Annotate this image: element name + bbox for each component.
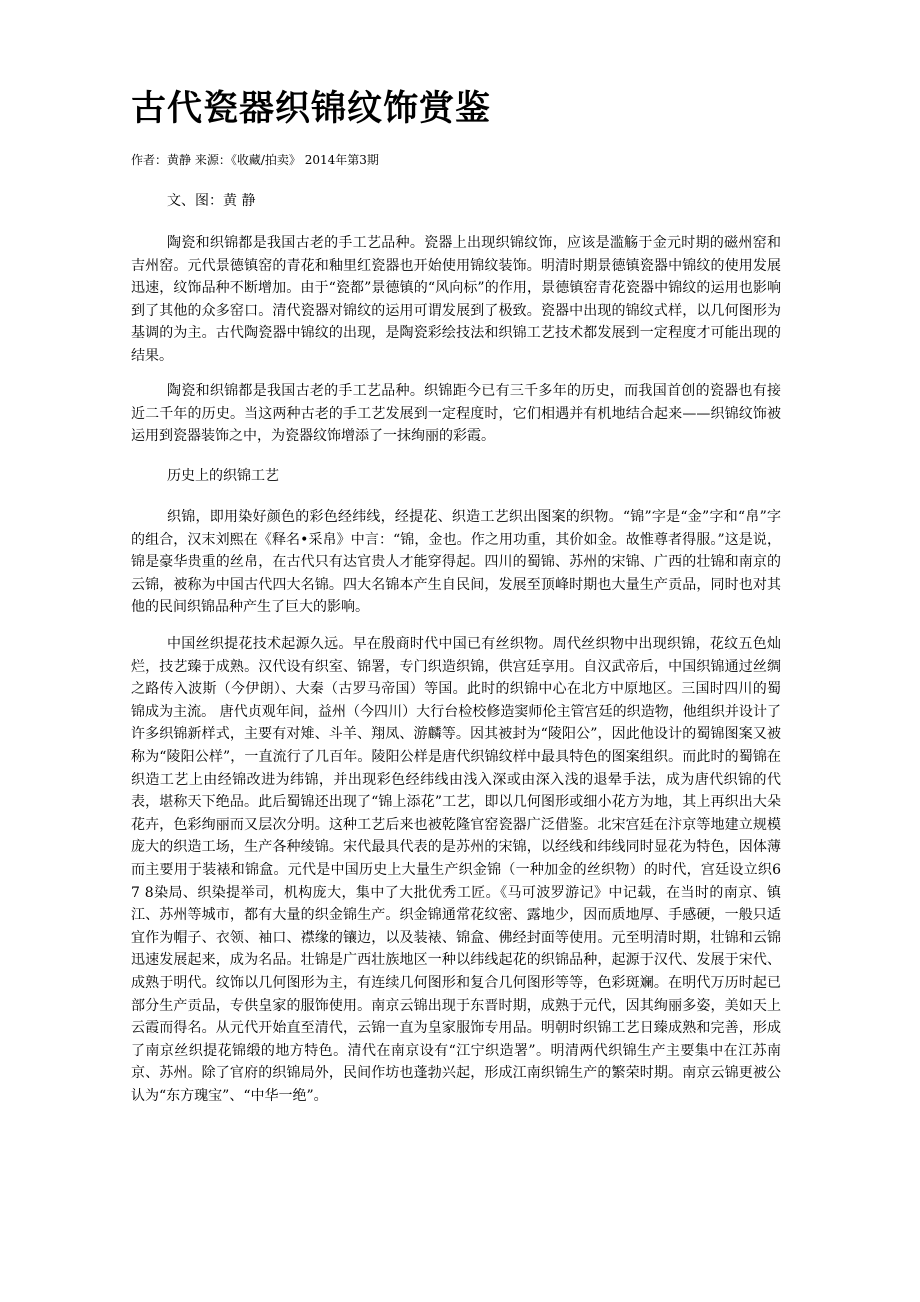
issue: 2014年第3期	[304, 153, 379, 167]
article-meta	[131, 152, 379, 168]
source-name: 《收藏/拍卖》	[230, 153, 301, 167]
paragraph-4: 中国丝织提花技术起源久远。早在殷商时代中国已有丝织物。周代丝织物中出现织锦，花纹五色灿烂，技艺臻于成熟。汉代设有织室、锦署，专门织造织锦，供宫廷享用。自汉武帝后，中国织锦通过丝绸之路传入波斯（今伊朗）、大秦（古罗马帝国）等国。此时的织锦中心在北方中原地区。三国时四川的蜀锦成为主流。 唐代贞观年间，益州（今四川）大行台检校修造窦师伦主管宫廷的织造物，他组织并设计了许多织锦新样式，主要有对雉、斗羊、翔凤、游麟等。因其被封为“陵阳公”，因此他设计的蜀锦图案又被称为“陵阳公样”，一直流行了几百年。陵阳公样是唐代织锦纹样中最具特色的图案组织。而此时的蜀锦在织造工艺上由经锦改进为纬锦，并出现彩色经纬线由浅入深或由深入浅的退晕手法，成为唐代织锦的代表，堪称天下绝品。此后蜀锦还出现了“锦上添花”工艺，即以几何图形或细小花方为地，其上再织出大朵花卉，色彩绚丽而又层次分明。这种工艺后来也被乾隆官窑瓷器广泛借鉴。北宋宫廷在汴京等地建立规模庞大的织造工场，生产各种绫锦。宋代最具代表的是苏州的宋锦，以经线和纬线同时显花为特色，因体薄而主要用于装裱和锦盒。元代是中国历史上大量生产织金锦（一种加金的丝织物）的时代，宫廷设立织6 7 8染局、织染提举司，机构庞大，集中了大批优秀工匠。《马可波罗游记》中记载，在当时的南京、镇江、苏州等城市，都有大量的织金锦生产。织金锦通常花纹密、露地少，因而质地厚、手感硬，一般只适宜作为帽子、衣领、袖口、襟缘的镶边，以及装裱、锦盒、佛经封面等使用。元至明清时期，壮锦和云锦迅速发展起来，成为名品。壮锦是广西壮族地区一种以纬线起花的织锦品种，起源于汉代、发展于宋代、成熟于明代。纹饰以几何图形为主，有连续几何图形和复合几何图形等等，色彩斑斓。在明代万历时起已部分生产贡品，专供皇家的服饰使用。南京云锦出现于东晋时期，成熟于元代，因其绚丽多姿，美如天上云霞而得名。从元代开始直至清代，云锦一直为皇家服饰专用品。明朝时织锦工艺日臻成熟和完善，形成了南京丝织提花锦缎的地方特色。清代在南京设有“江宁织造署”。明清两代织锦生产主要集中在江苏南京、苏州。除了官府的织锦局外，民间作坊也蓬勃兴起，形成江南织锦生产的繁荣时期。南京云锦更被公认为“东方瑰宝”、“中华一绝”。	[131, 636, 781, 1104]
paragraph-1: 陶瓷和织锦都是我国古老的手工艺品种。瓷器上出现织锦纹饰，应该是滥觞于金元时期的磁州窑和吉州窑。元代景德镇窑的青花和釉里红瓷器也开始使用锦纹装饰。明清时期景德镇瓷器中锦纹的使用发展迅速，纹饰品种不断增加。由于“瓷都”景德镇的“风向标”的作用，景德镇窑青花瓷器中锦纹的运用也影响到了其他的众多窑口。清代瓷器对锦纹的运用可谓发展到了极致。瓷器中出现的锦纹式样，以几何图形为基调的为主。古代陶瓷器中锦纹的出现，是陶瓷彩绘技法和织锦工艺技术都发展到一定程度才可能出现的结果。	[131, 235, 781, 364]
section-heading: 历史上的织锦工艺	[167, 468, 279, 484]
byline: 文、图：黄 静	[167, 193, 256, 209]
paragraph-2: 陶瓷和织锦都是我国古老的手工艺品种。织锦距今已有三千多年的历史，而我国首创的瓷器也有接近二千年的历史。当这两种古老的手工艺发展到一定程度时，它们相遇并有机地结合起来——织锦纹饰被运用到瓷器装饰之中，为瓷器纹饰增添了一抹绚丽的彩霞。	[131, 383, 781, 445]
paragraph-3: 织锦，即用染好颜色的彩色经纬线，经提花、织造工艺织出图案的织物。“锦”字是“金”字和“帛”字的组合，汉末刘熙在《释名•采帛》中言：“锦，金也。作之用功重，其价如金。故惟尊者得服。”这是说，锦是豪华贵重的丝帛，在古代只有达官贵人才能穿得起。四川的蜀锦、苏州的宋锦、广西的壮锦和南京的云锦，被称为中国古代四大名锦。四大名锦本产生自民间，发展至顶峰时期也大量生产贡品，同时也对其他的民间织锦品种产生了巨大的影响。	[131, 509, 781, 616]
author-name: 黄静	[167, 153, 192, 167]
source-label: 来源：	[194, 153, 231, 167]
page-title: 古代瓷器织锦纹饰赏鉴	[131, 89, 492, 129]
author-label: 作者：	[131, 153, 168, 167]
